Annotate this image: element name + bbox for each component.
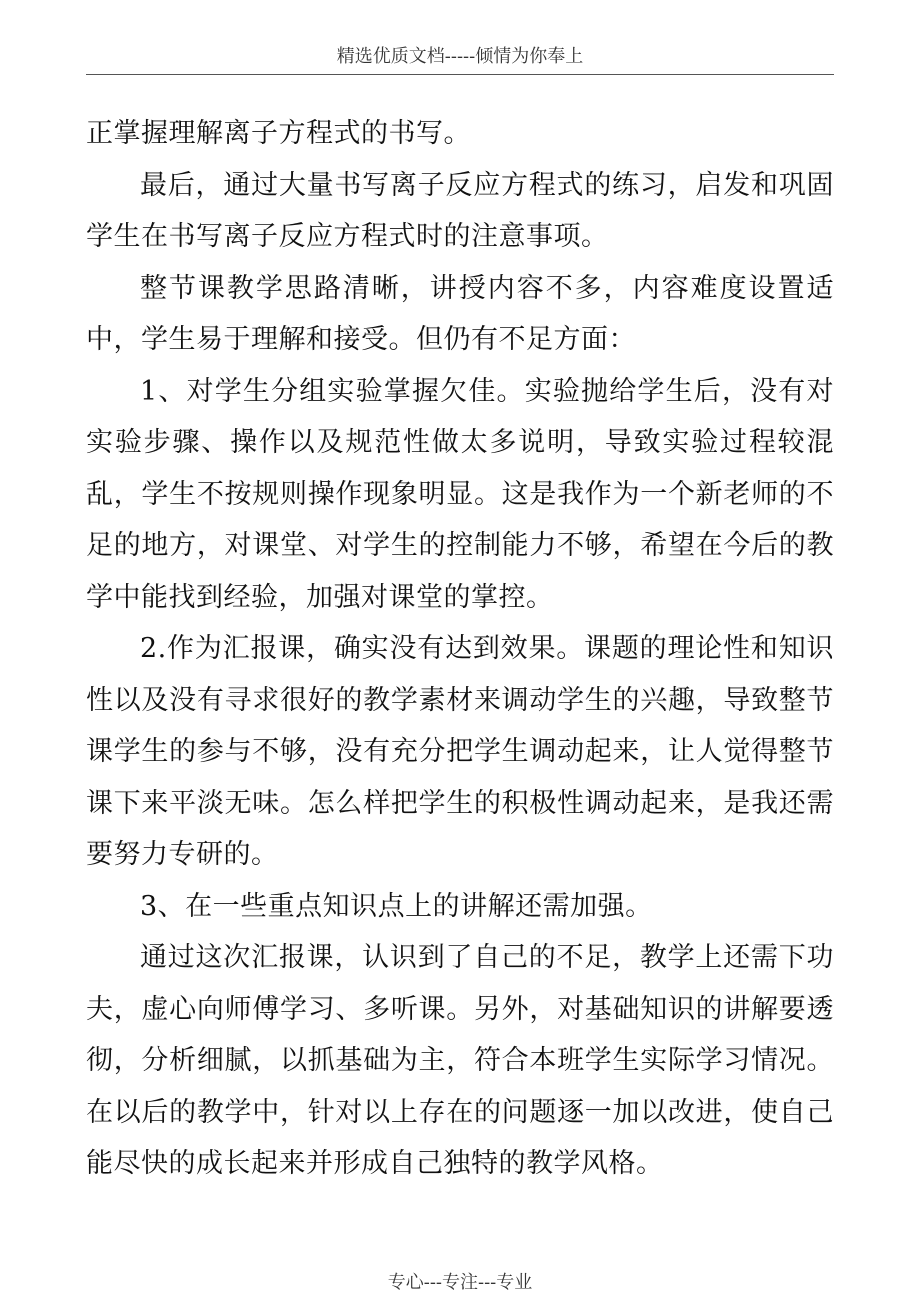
paragraph-issue-3: 3、在一些重点知识点上的讲解还需加强。 bbox=[140, 890, 653, 922]
header-divider bbox=[86, 74, 834, 75]
document-body bbox=[86, 108, 834, 1190]
paragraph-issue-1: 1、对学生分组实验掌握欠佳。实验抛给学生后，没有对实验步骤、操作以及规范性做太多说明，导致实验过程较混乱，学生不按规则操作现象明显。这是我作为一个新老师的不足的地方，对课堂、对学生的控制能力不够，希望在今后的教学中能找到经验，加强对课堂的掌控。 bbox=[86, 375, 834, 613]
paragraph-summary: 整节课教学思路清晰，讲授内容不多，内容难度设置适中，学生易于理解和接受。但仍有不足方面： bbox=[86, 272, 834, 355]
paragraph-conclusion: 通过这次汇报课，认识到了自己的不足，教学上还需下功夫，虚心向师傅学习、多听课。另外，对基础知识的讲解要透彻，分析细腻，以抓基础为主，符合本班学生实际学习情况。在以后的教学中，针对以上存在的问题逐一加以改进，使自己能尽快的成长起来并形成自己独特的教学风格。 bbox=[86, 942, 834, 1179]
page-header: 精选优质文档-----倾情为你奉上 bbox=[336, 46, 584, 67]
page-footer: 专心---专注---专业 bbox=[387, 1272, 533, 1293]
paragraph-issue-2: 2.作为汇报课，确实没有达到效果。课题的理论性和知识性以及没有寻求很好的教学素材来调动学生的兴趣，导致整节课学生的参与不够，没有充分把学生调动起来，让人觉得整节课下来平淡无味。怎么样把学生的积极性调动起来，是我还需要努力专研的。 bbox=[86, 633, 834, 870]
paragraph-practice: 最后，通过大量书写离子反应方程式的练习，启发和巩固学生在书写离子反应方程式时的注意事项。 bbox=[86, 169, 834, 252]
paragraph-continuation: 正掌握理解离子方程式的书写。 bbox=[86, 118, 471, 149]
